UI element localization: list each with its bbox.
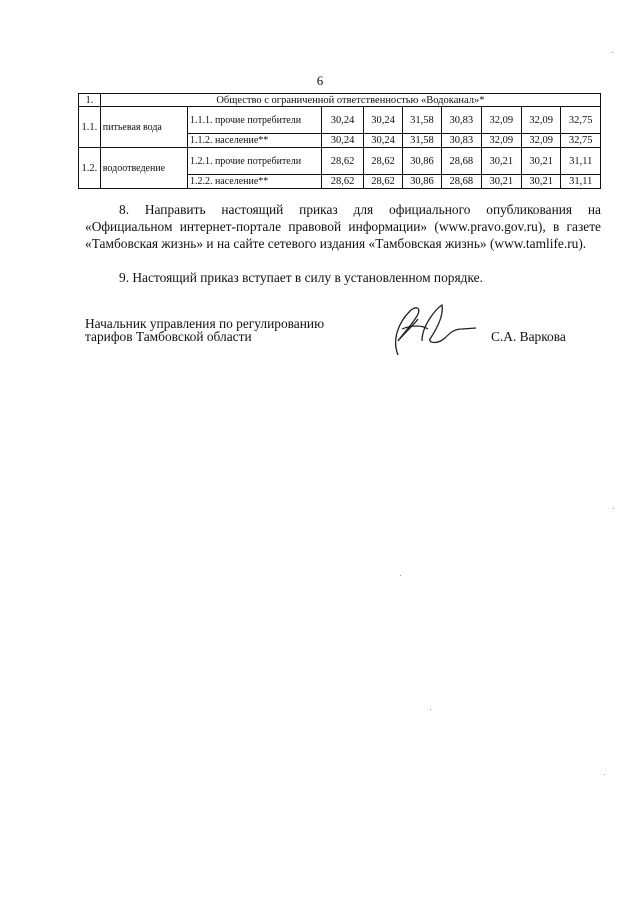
service-name: водоотведение: [100, 148, 187, 189]
tariff-value: 30,21: [481, 175, 521, 189]
tariff-value: 30,24: [321, 107, 364, 134]
tariff-table: [78, 93, 601, 189]
tariff-value: 32,09: [481, 107, 521, 134]
tariff-value: 28,62: [321, 175, 364, 189]
tariff-value: 30,24: [364, 107, 402, 134]
group-number: 1.1.: [79, 107, 101, 148]
tariff-value: 32,09: [522, 107, 561, 134]
tariff-value: 31,58: [402, 134, 441, 148]
tariff-value: 30,21: [522, 148, 561, 175]
tariff-value: 30,21: [522, 175, 561, 189]
tariff-value: 32,75: [561, 134, 601, 148]
tariff-value: 31,11: [561, 175, 601, 189]
tariff-value: 32,75: [561, 107, 601, 134]
scan-speck: [613, 508, 614, 509]
signatory-position: [85, 317, 324, 343]
scan-speck: [604, 774, 605, 775]
tariff-value: 28,62: [321, 148, 364, 175]
paragraph-8: [85, 201, 601, 252]
consumer-category: 1.2.1. прочие потребители: [187, 148, 321, 175]
tariff-value: 31,11: [561, 148, 601, 175]
scan-speck: [400, 575, 401, 576]
tariff-value: 30,86: [402, 148, 441, 175]
scan-speck: [612, 52, 613, 53]
service-name: питьевая вода: [100, 107, 187, 148]
paragraph-8-text: 8. Направить настоящий приказ для официального опубликования на «Официальном интернет-портале правовой информации» (www.pravo.gov.ru), в газете «Тамбовская жизнь» и на сайте сетевого издания «Тамбовская жизнь» (www.tamlife.ru).: [85, 202, 601, 251]
consumer-category: 1.1.1. прочие потребители: [187, 107, 321, 134]
tariff-value: 30,24: [321, 134, 364, 148]
tariff-value: 28,62: [364, 148, 402, 175]
tariff-value: 30,24: [364, 134, 402, 148]
signatory-position-line-2: тарифов Тамбовской области: [85, 329, 252, 344]
consumer-category: 1.2.2. население**: [187, 175, 321, 189]
tariff-value: 28,68: [442, 175, 481, 189]
org-row-title: Общество с ограниченной ответственностью «Водоканал»*: [100, 94, 600, 107]
paragraph-9: [85, 269, 601, 286]
tariff-value: 28,68: [442, 148, 481, 175]
tariff-value: 30,21: [481, 148, 521, 175]
org-row: [79, 94, 601, 107]
tariff-row: [79, 107, 601, 134]
signatory-name: С.А. Варкова: [491, 329, 566, 344]
tariff-value: 28,62: [364, 175, 402, 189]
page-number: 6: [316, 73, 324, 88]
tariff-value: 32,09: [522, 134, 561, 148]
group-number: 1.2.: [79, 148, 101, 189]
tariff-row: [79, 148, 601, 175]
tariff-value: 30,86: [402, 175, 441, 189]
tariff-value: 31,58: [402, 107, 441, 134]
scan-speck: [430, 709, 431, 710]
signatory-position-line-1: Начальник управления по регулированию: [85, 316, 325, 331]
handwritten-signature: [384, 295, 484, 365]
tariff-value: 30,83: [442, 134, 481, 148]
tariff-value: 32,09: [481, 134, 521, 148]
consumer-category: 1.1.2. население**: [187, 134, 321, 148]
paragraph-9-text: 9. Настоящий приказ вступает в силу в установленном порядке.: [119, 270, 483, 285]
org-row-number: 1.: [79, 94, 101, 107]
tariff-value: 30,83: [442, 107, 481, 134]
